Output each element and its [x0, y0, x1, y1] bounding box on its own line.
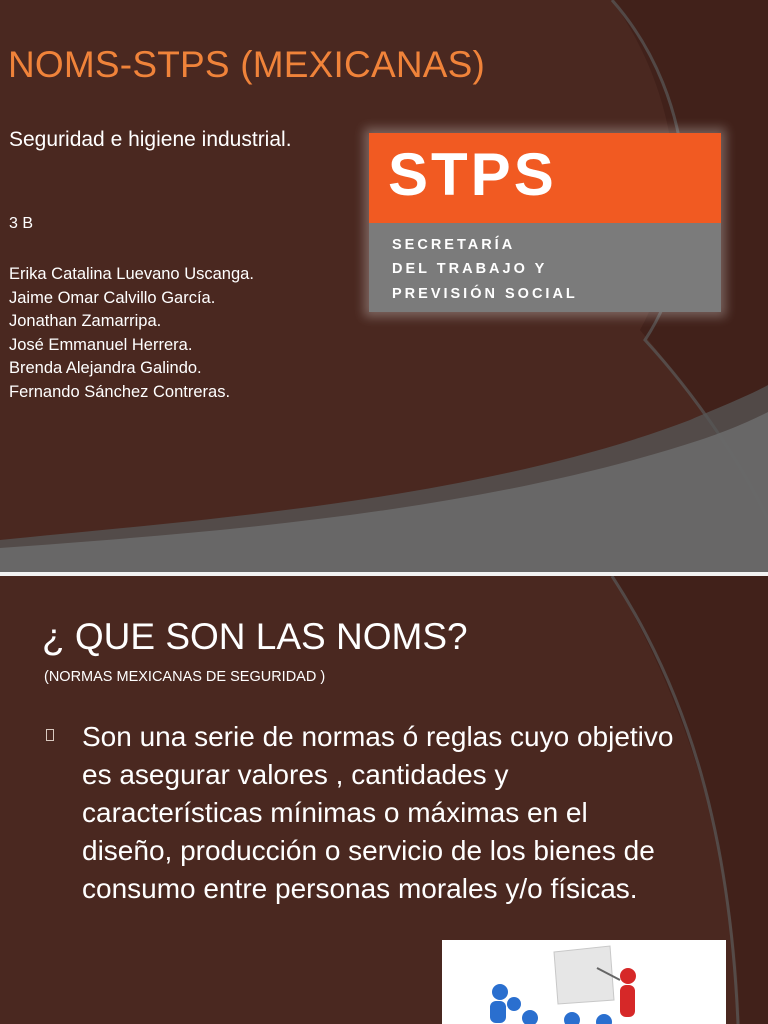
- author-name: Brenda Alejandra Galindo.: [9, 359, 202, 377]
- presenter-figures-icon: [442, 940, 726, 1024]
- course-subject: Seguridad e higiene industrial.: [9, 128, 292, 151]
- author-name: Jonathan Zamarripa.: [9, 312, 162, 330]
- logo-gray-band: [369, 223, 721, 312]
- bullet-icon: [46, 729, 54, 741]
- author-name: Jaime Omar Calvillo García.: [9, 288, 216, 307]
- stps-logo: [369, 133, 721, 312]
- slide-2: [0, 576, 768, 1024]
- logo-acronym: STPS: [388, 141, 557, 208]
- logo-line-1: SECRETARÍA: [392, 237, 516, 253]
- slide-subtitle: (NORMAS MEXICANAS DE SEGURIDAD ): [44, 669, 326, 685]
- logo-line-3: PREVISIÓN SOCIAL: [392, 286, 578, 302]
- definition-text: Son una serie de normas ó reglas cuyo objetivo es asegurar valores , cantidades y características mínimas o máximas en el diseño, producción o servicio de los bienes de consumo entre personas morales y/o físicas.: [82, 721, 674, 904]
- author-list: [9, 263, 254, 404]
- group-label: 3 B: [9, 215, 34, 232]
- logo-orange-band: [369, 133, 721, 223]
- slide-title: NOMS-STPS (MEXICANAS): [8, 44, 486, 85]
- author-name: Erika Catalina Luevano Uscanga.: [9, 265, 254, 283]
- logo-line-2: DEL TRABAJO Y: [392, 261, 548, 277]
- author-name: Fernando Sánchez Contreras.: [9, 382, 231, 401]
- slide-title: ¿ QUE SON LAS NOMS?: [42, 616, 468, 657]
- author-name: José Emmanuel Herrera.: [9, 335, 193, 354]
- presentation-illustration: [442, 940, 726, 1024]
